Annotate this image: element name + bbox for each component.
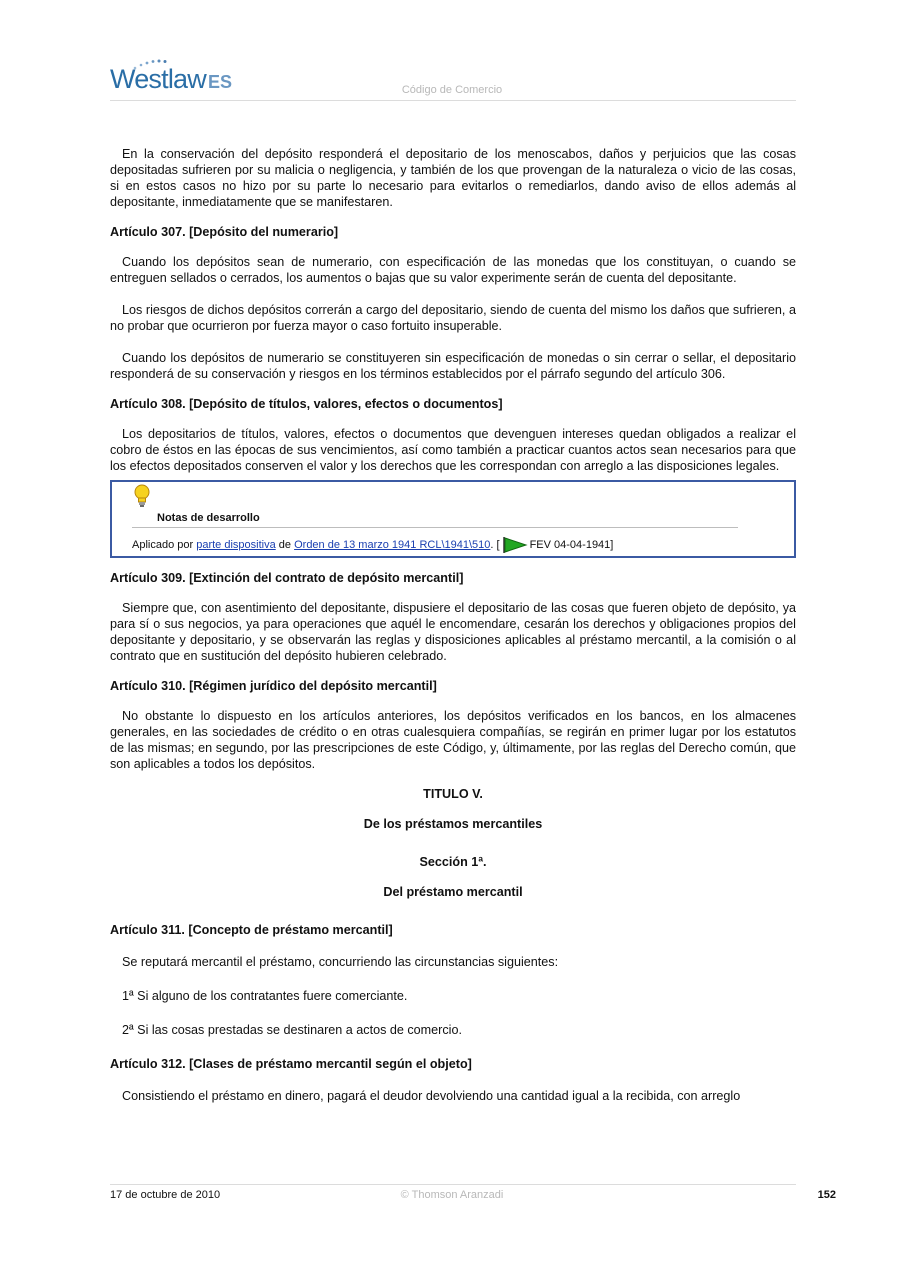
logo-main-text: Westlaw: [110, 64, 206, 94]
paragraph: Los riesgos de dichos depósitos correrán a cargo del depositario, siendo de cuenta del mismo los daños que sufrieren, a no probar que ocurrieron por fuerza mayor o caso fortuito insuperable.: [110, 303, 796, 333]
list-item: 1ª Si alguno de los contratantes fuere comerciante.: [122, 989, 408, 1003]
parte-dispositiva-link[interactable]: parte dispositiva: [196, 539, 276, 551]
notes-title: Notas de desarrollo: [157, 512, 260, 524]
lightbulb-icon: [132, 484, 152, 508]
flag-icon[interactable]: [502, 536, 528, 554]
notes-mid: de: [278, 539, 292, 551]
article-310-heading: Artículo 310. [Régimen jurídico del depósito mercantil]: [110, 679, 437, 693]
orden-link[interactable]: Orden de 13 marzo 1941 RCL\1941\510: [294, 539, 491, 551]
notes-prefix: Aplicado por: [132, 539, 194, 551]
list-item: 2ª Si las cosas prestadas se destinaren a actos de comercio.: [122, 1023, 462, 1037]
page-number: 152: [817, 1189, 836, 1201]
footer-divider: [110, 1184, 796, 1185]
article-308-heading: Artículo 308. [Depósito de títulos, valores, efectos o documentos]: [110, 397, 503, 411]
section-heading: Sección 1ª.: [419, 855, 487, 869]
development-notes-box: [110, 480, 796, 558]
footer-copyright: © Thomson Aranzadi: [400, 1189, 504, 1201]
paragraph: Cuando los depósitos sean de numerario, con especificación de las monedas que los constituyan, o cuando se entreguen sellados o cerrados, los aumentos o bajas que su valor experimente serán de cuenta del depositante.: [110, 255, 796, 285]
notes-open-bracket: . [: [490, 539, 500, 551]
logo-suffix: ES: [207, 72, 232, 92]
paragraph: No obstante lo dispuesto en los artículos anteriores, los depósitos verificados en los bancos, en los almacenes generales, en las sociedades de crédito o en otras cualesquiera compañías, se regirán en primer lugar por los estatutos de las mismas; en segundo, por las prescripciones de este Código, y, últimamente, por las reglas del Derecho común, que son aplicables a todos los depósitos.: [110, 709, 796, 771]
header-divider: [110, 100, 796, 101]
paragraph: En la conservación del depósito responderá el depositario de los menoscabos, daños y perjuicios que las cosas depositadas sufrieren por su malicia o negligencia, y también de los que provengan de la naturaleza o vicio de las cosas, si en estos casos no hizo por su parte lo necesario para evitarlos o remediarlos, dando aviso de ellos además al depositante, inmediatamente que se manifestaren.: [110, 147, 796, 209]
paragraph: Consistiendo el préstamo en dinero, pagará el deudor devolviendo una cantidad igual a la recibida, con arreglo: [122, 1089, 741, 1103]
paragraph: Siempre que, con asentimiento del depositante, dispusiere el depositario de las cosas que fueren objeto de depósito, ya para sí o sus negocios, ya para operaciones que aquél le encomendare, cesarán los derechos y obligaciones propios del depositante y depositario, y se observarán las reglas y disposiciones aplicables al préstamo mercantil, a la comisión o al contrato que en sustitución del depósito hubieren celebrado.: [110, 601, 796, 663]
paragraph: Se reputará mercantil el préstamo, concurriendo las circunstancias siguientes:: [122, 955, 559, 969]
notes-line: [132, 536, 613, 554]
notes-divider: [132, 527, 738, 528]
title-heading: TITULO V.: [423, 787, 483, 801]
article-312-heading: Artículo 312. [Clases de préstamo mercantil según el objeto]: [110, 1057, 472, 1071]
section-subheading: Del préstamo mercantil: [383, 885, 523, 899]
article-311-heading: Artículo 311. [Concepto de préstamo mercantil]: [110, 923, 393, 937]
footer-date: 17 de octubre de 2010: [110, 1189, 221, 1201]
article-307-heading: Artículo 307. [Depósito del numerario]: [110, 225, 339, 239]
document-title: Código de Comercio: [401, 84, 503, 96]
paragraph: Los depositarios de títulos, valores, efectos o documentos que devenguen intereses quedan obligados a realizar el cobro de éstos en las épocas de sus vencimientos, así como también a practicar cuantos actos sean necesarios para que los efectos depositados conserven el valor y los derechos que les correspondan con arreglo a las disposiciones legales.: [110, 427, 796, 473]
title-subheading: De los préstamos mercantiles: [363, 817, 543, 831]
notes-fev: FEV 04-04-1941]: [529, 539, 614, 551]
page-content: [110, 146, 796, 1104]
paragraph: Cuando los depósitos de numerario se constituyeren sin especificación de monedas o sin cerrar o sellar, el depositario responderá de su conservación y riesgos en los términos establecidos por el párrafo segundo del artículo 306.: [110, 351, 796, 381]
article-309-heading: Artículo 309. [Extinción del contrato de depósito mercantil]: [110, 571, 464, 585]
